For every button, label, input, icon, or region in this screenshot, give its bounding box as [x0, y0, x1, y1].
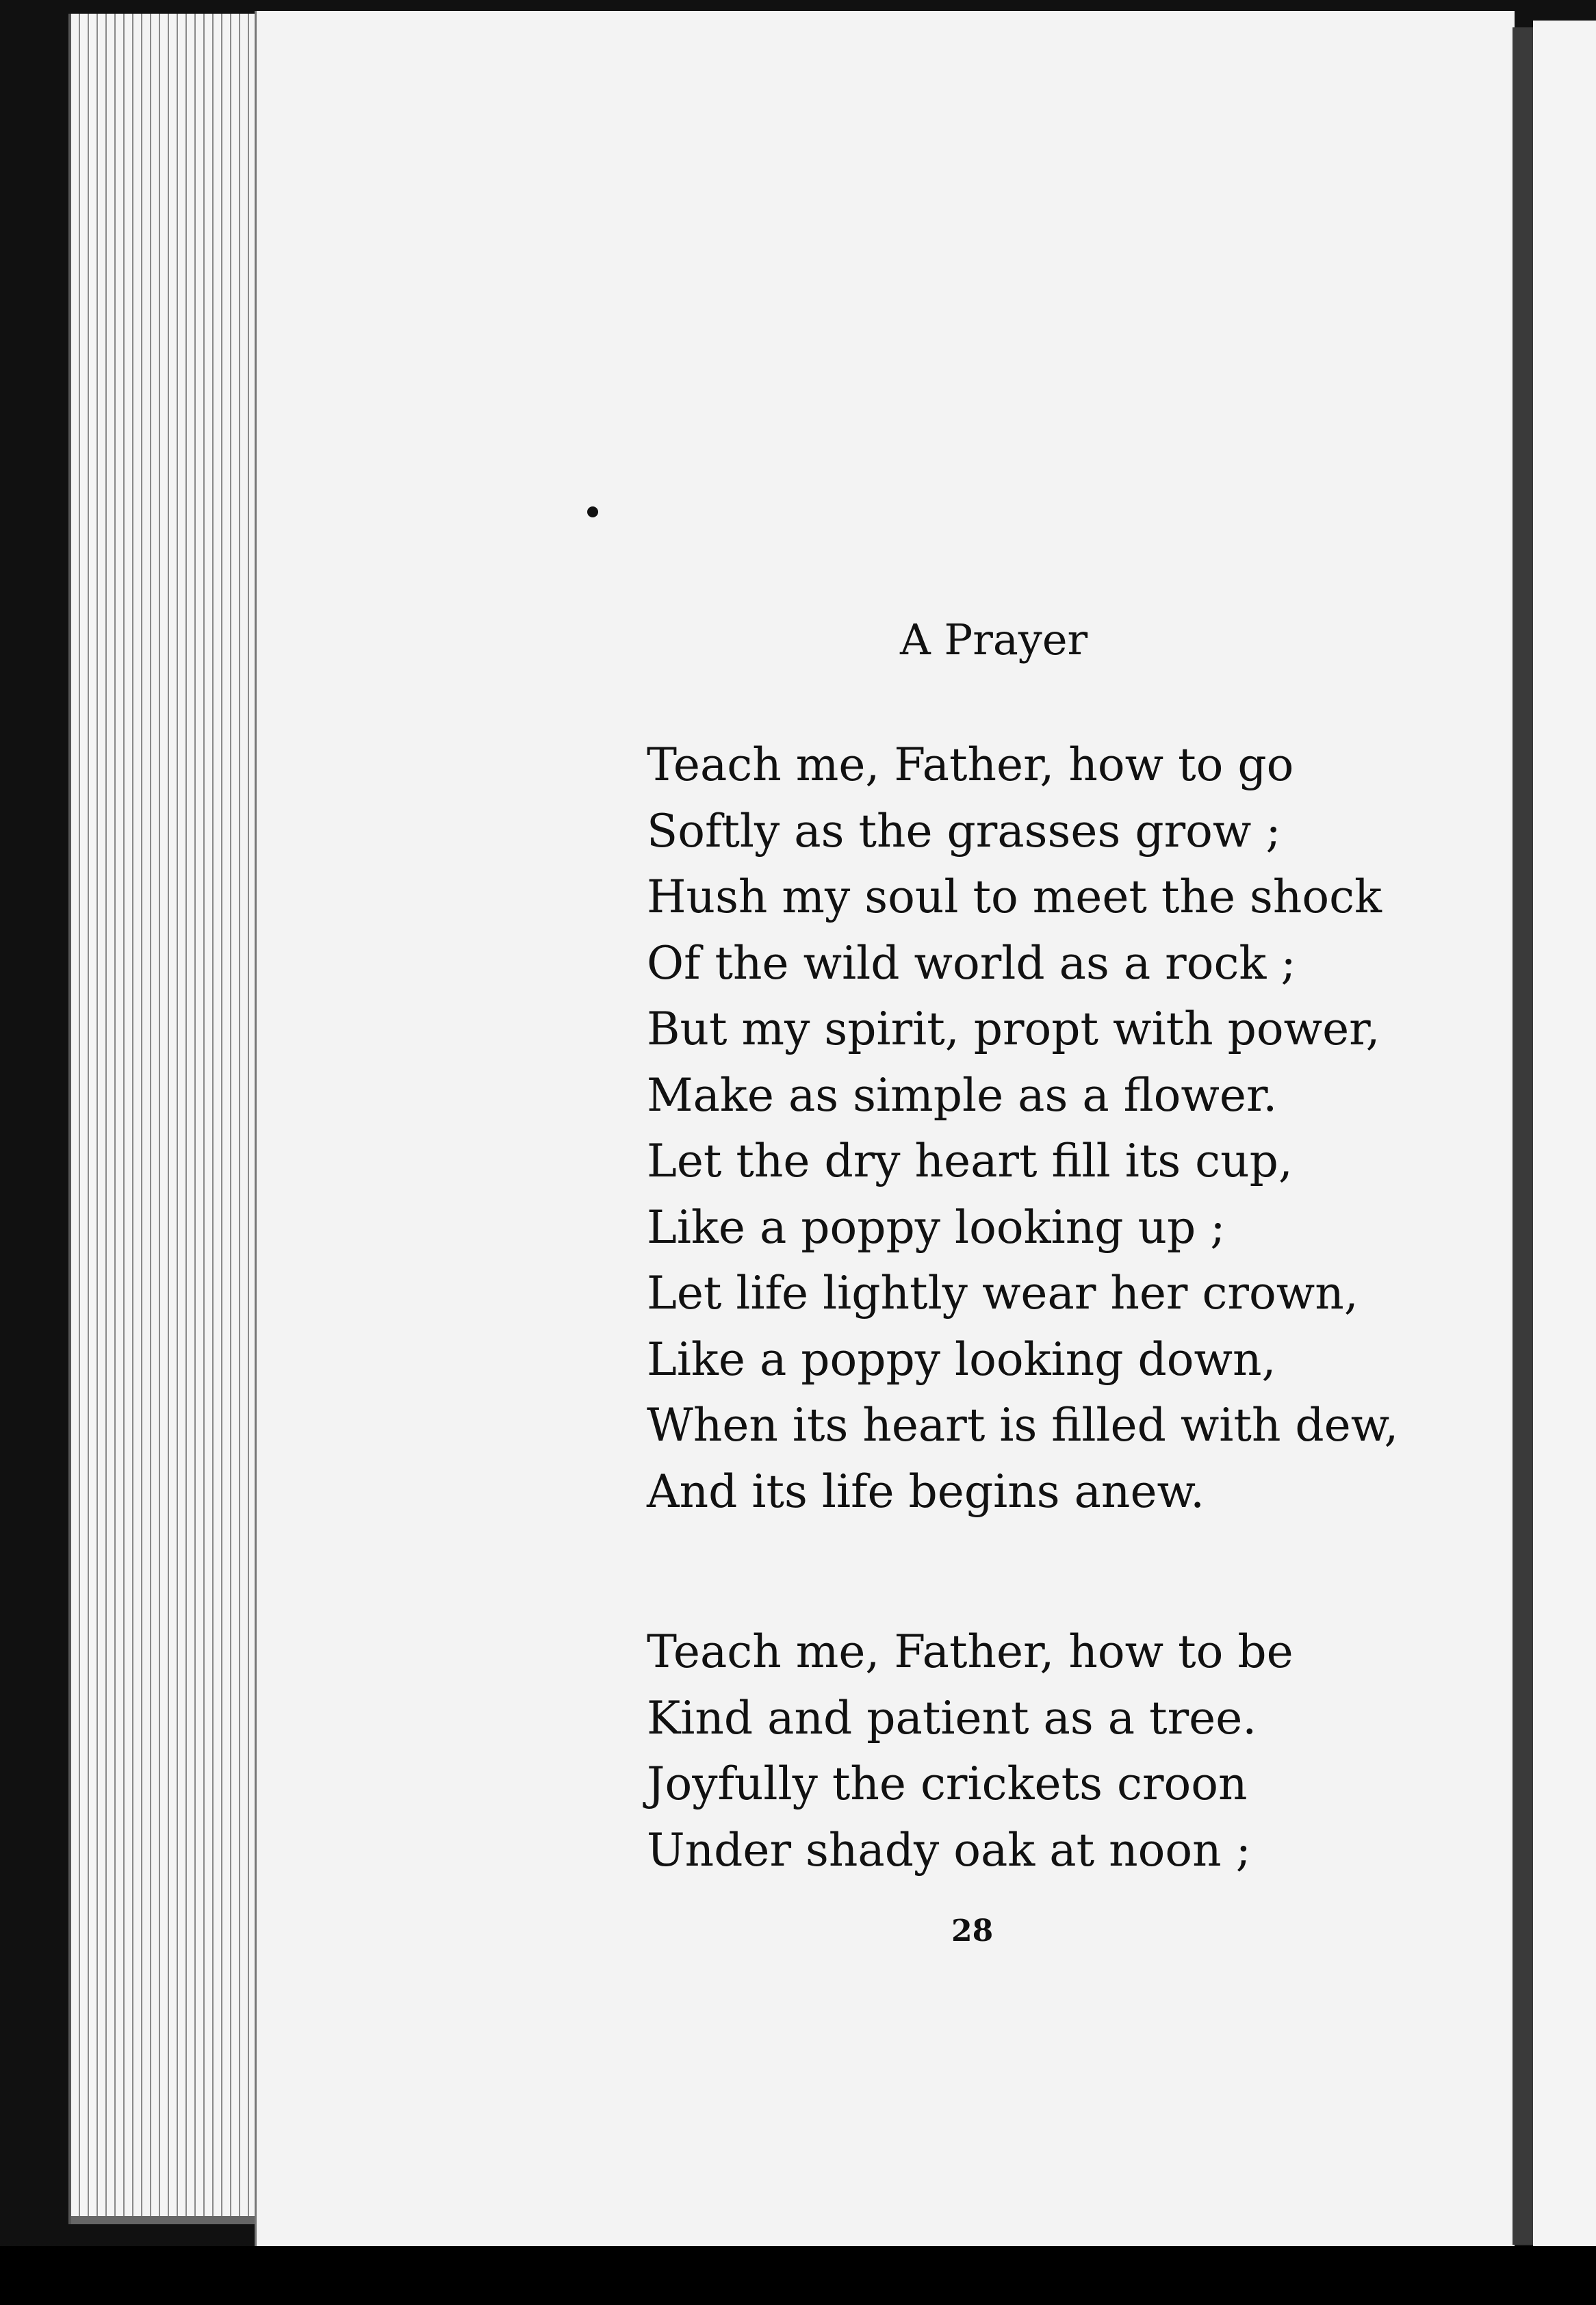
poem-line: Let life lightly wear her crown, [647, 1267, 1359, 1319]
ink-speck [587, 506, 598, 517]
poem-line: Joyfully the crickets croon [647, 1757, 1248, 1810]
stanza-1 [647, 732, 1468, 1525]
poem-title: A Prayer [900, 615, 1088, 665]
bottom-scan-border [0, 2246, 1596, 2305]
page-edges-bottom [71, 2216, 276, 2224]
poem-line: Softly as the grasses grow ; [647, 804, 1281, 858]
poem-line: Of the wild world as a rock ; [647, 936, 1296, 990]
poem-line: When its heart is filled with dew, [647, 1399, 1399, 1452]
poem-line: And its life begins anew. [647, 1465, 1205, 1518]
poem-line: But my spirit, propt with power, [647, 1003, 1380, 1055]
poem-line: Teach me, Father, how to go [647, 738, 1294, 791]
poem-line: Hush my soul to meet the shock [647, 871, 1382, 923]
poem-line: Like a poppy looking down, [647, 1332, 1276, 1386]
stacked-page-edges [68, 14, 276, 2224]
poem-line: Like a poppy looking up ; [647, 1200, 1226, 1254]
page-number: 28 [951, 1914, 994, 1948]
stanza-2 [647, 1619, 1468, 1883]
poem-line: Make as simple as a flower. [647, 1068, 1278, 1122]
poem-line: Kind and patient as a tree. [647, 1691, 1257, 1744]
stanza-gap [647, 1525, 1468, 1619]
facing-page-edge [1533, 21, 1596, 2252]
gutter-strip [1513, 27, 1533, 2245]
poem-line: Let the dry heart fill its cup, [647, 1135, 1293, 1187]
poem-line: Teach me, Father, how to be [647, 1625, 1293, 1678]
poem-line: Under shady oak at noon ; [647, 1823, 1251, 1877]
poem [647, 602, 1468, 1883]
